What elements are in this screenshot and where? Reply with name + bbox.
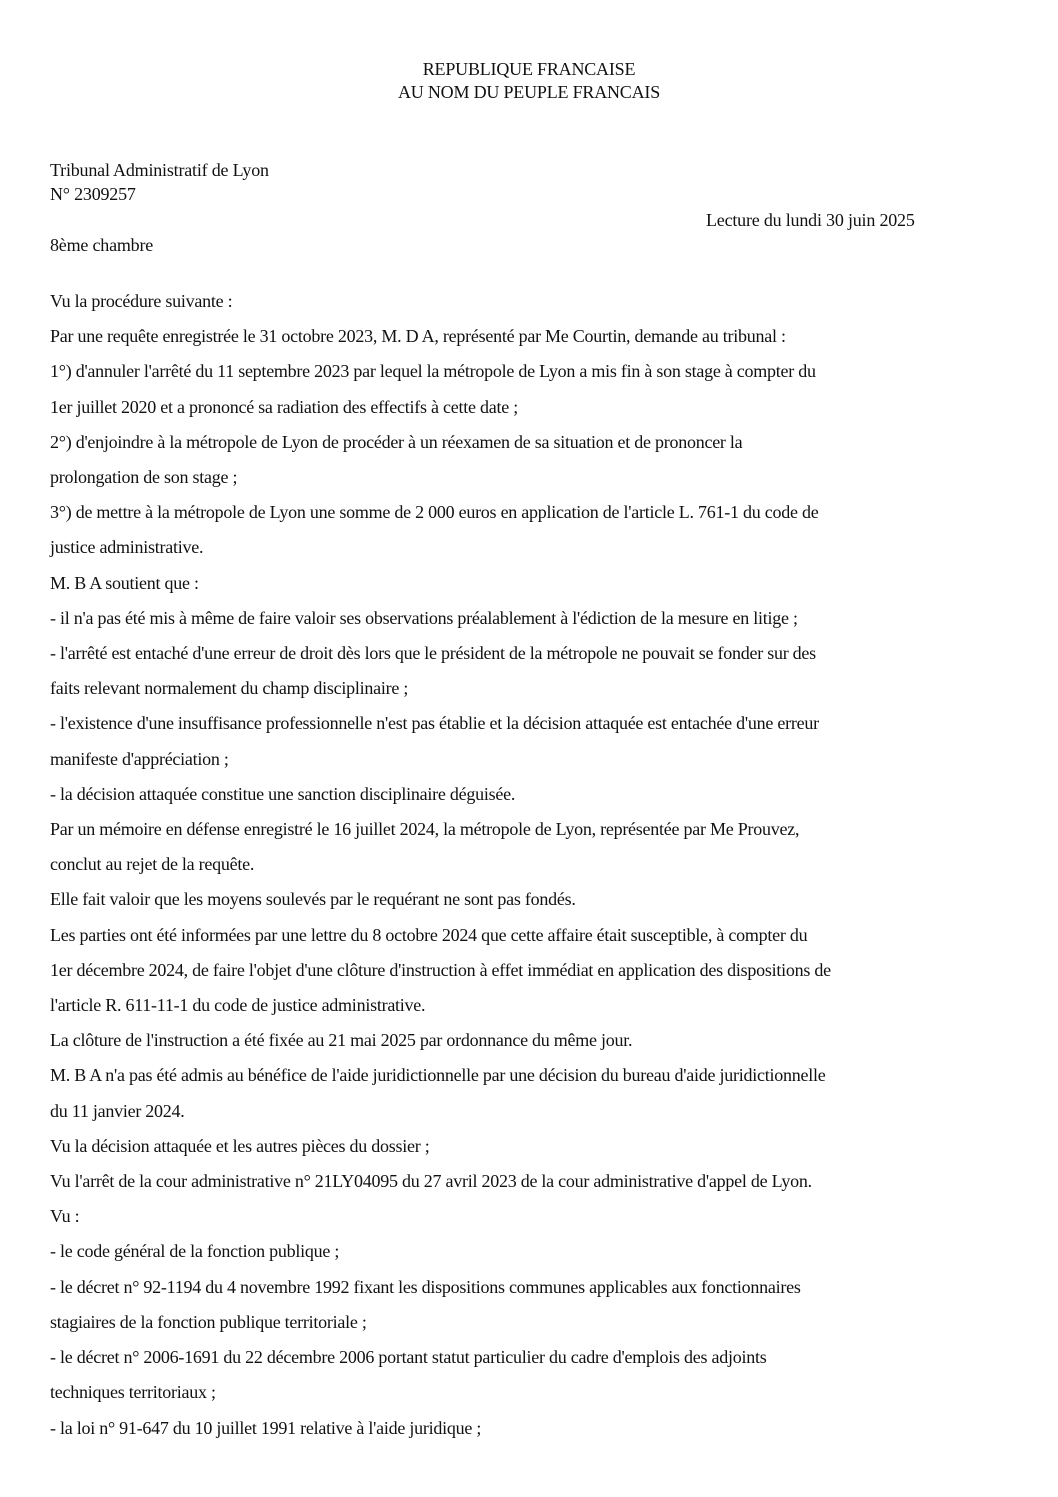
body-line: La clôture de l'instruction a été fixée au 21 mai 2025 par ordonnance du même jour. xyxy=(50,1030,633,1051)
body-line: - il n'a pas été mis à même de faire valoir ses observations préalablement à l'édiction de la mesure en litige ; xyxy=(50,607,798,628)
body-line: - le code général de la fonction publique ; xyxy=(50,1241,340,1262)
document-header xyxy=(0,58,1058,104)
header-people: AU NOM DU PEUPLE FRANCAIS xyxy=(397,82,661,102)
document-body xyxy=(50,284,1020,1446)
body-line: 2°) d'enjoindre à la métropole de Lyon de procéder à un réexamen de sa situation et de prononcer la xyxy=(50,431,743,452)
body-line: manifeste d'appréciation ; xyxy=(50,748,229,769)
body-line: 1°) d'annuler l'arrêté du 11 septembre 2023 par lequel la métropole de Lyon a mis fin à son stage à compter du xyxy=(50,361,816,382)
body-line: Vu : xyxy=(50,1206,80,1227)
body-line: 3°) de mettre à la métropole de Lyon une somme de 2 000 euros en application de l'article L. 761-1 du code de xyxy=(50,502,819,523)
body-line: - l'arrêté est entaché d'une erreur de droit dès lors que le président de la métropole ne pouvait se fonder sur des xyxy=(50,643,816,664)
body-line: justice administrative. xyxy=(50,537,204,558)
body-line: Par une requête enregistrée le 31 octobre 2023, M. D A, représenté par Me Courtin, demande au tribunal : xyxy=(50,326,786,347)
body-line: 1er juillet 2020 et a prononcé sa radiation des effectifs à cette date ; xyxy=(50,396,518,417)
body-line: - le décret n° 92-1194 du 4 novembre 1992 fixant les dispositions communes applicables aux fonctionnaires xyxy=(50,1276,801,1297)
body-line: Elle fait valoir que les moyens soulevés par le requérant ne sont pas fondés. xyxy=(50,889,576,910)
body-line: techniques territoriaux ; xyxy=(50,1382,216,1403)
body-line: du 11 janvier 2024. xyxy=(50,1100,185,1121)
body-line: M. B A soutient que : xyxy=(50,572,199,593)
body-line: Vu l'arrêt de la cour administrative n° 21LY04095 du 27 avril 2023 de la cour administrative d'appel de Lyon. xyxy=(50,1171,812,1192)
court-name: Tribunal Administratif de Lyon xyxy=(50,160,269,180)
body-line: Par un mémoire en défense enregistré le 16 juillet 2024, la métropole de Lyon, représentée par Me Prouvez, xyxy=(50,819,800,840)
body-line: faits relevant normalement du champ disciplinaire ; xyxy=(50,678,409,699)
body-line: Vu la procédure suivante : xyxy=(50,291,233,311)
header-republic: REPUBLIQUE FRANCAISE xyxy=(422,59,636,79)
body-line: Les parties ont été informées par une lettre du 8 octobre 2024 que cette affaire était susceptible, à compter du xyxy=(50,924,808,945)
body-line: Vu la décision attaquée et les autres pièces du dossier ; xyxy=(50,1135,430,1156)
body-line: 1er décembre 2024, de faire l'objet d'une clôture d'instruction à effet immédiat en application des dispositions de xyxy=(50,959,831,980)
case-meta xyxy=(50,158,269,206)
body-line: prolongation de son stage ; xyxy=(50,467,238,488)
body-line: - la décision attaquée constitue une sanction disciplinaire déguisée. xyxy=(50,783,516,804)
body-line: M. B A n'a pas été admis au bénéfice de l'aide juridictionnelle par une décision du bureau d'aide juridictionnelle xyxy=(50,1065,826,1086)
body-line: - la loi n° 91-647 du 10 juillet 1991 relative à l'aide juridique ; xyxy=(50,1417,482,1438)
body-line: - l'existence d'une insuffisance professionnelle n'est pas établie et la décision attaquée est entachée d'une erreur xyxy=(50,713,819,734)
body-line: l'article R. 611-11-1 du code de justice administrative. xyxy=(50,995,426,1016)
case-number: N° 2309257 xyxy=(50,184,136,204)
reading-date: Lecture du lundi 30 juin 2025 xyxy=(706,210,915,230)
body-line: conclut au rejet de la requête. xyxy=(50,854,255,875)
body-line: - le décret n° 2006-1691 du 22 décembre 2006 portant statut particulier du cadre d'emplois des adjoints xyxy=(50,1347,767,1368)
body-line: stagiaires de la fonction publique territoriale ; xyxy=(50,1311,367,1332)
chamber: 8ème chambre xyxy=(50,235,154,255)
